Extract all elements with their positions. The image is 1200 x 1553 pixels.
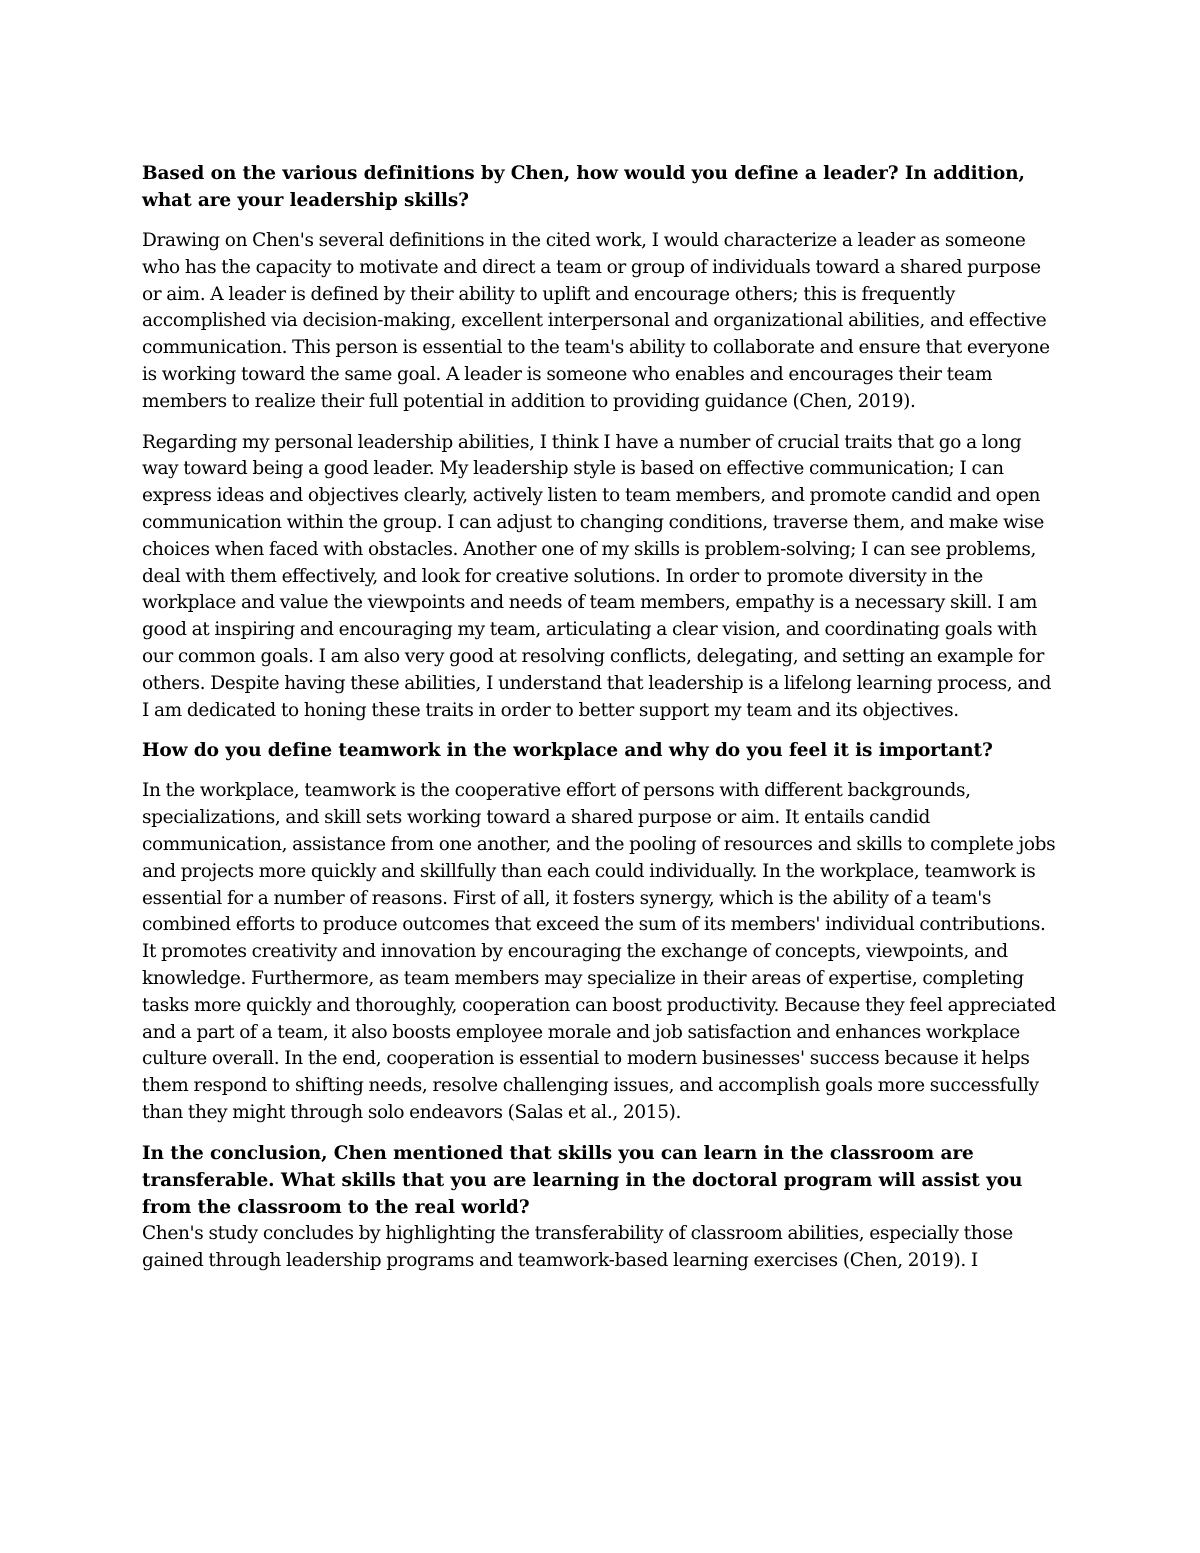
paragraph-transferable-skills: Chen's study concludes by highlighting the transferability of classroom abilities, especially those gained through leadership programs and teamwork-based learning exercises (Chen, 2019). I [142,1222,1013,1271]
document-body [142,160,1062,1274]
question-heading-leader-definition: Based on the various definitions by Chen, how would you define a leader? In addition, what are your leadership skills? [142,163,1025,211]
question-heading-teamwork: How do you define teamwork in the workplace and why do you feel it is important? [142,740,993,762]
paragraph-teamwork: In the workplace, teamwork is the cooperative effort of persons with different backgrounds, specializations, and skill sets working toward a shared purpose or aim. It entails candid communication, assistance from one another, and the pooling of resources and skills to complete jobs and projects more quickly and skillfully than each could individually. In the workplace, teamwork is essential for a number of reasons. First of all, it fosters synergy, which is the ability of a team's combined efforts to produce outcomes that exceed the sum of its members' individual contributions. It promotes creativity and innovation by encouraging the exchange of concepts, viewpoints, and knowledge. Furthermore, as team members may specialize in their areas of expertise, completing tasks more quickly and thoroughly, cooperation can boost productivity. Because they feel appreciated and a part of a team, it also boosts employee morale and job satisfaction and enhances workplace culture overall. In the end, cooperation is essential to modern businesses' success because it helps them respond to shifting needs, resolve challenging issues, and accomplish goals more successfully than they might through solo endeavors (Salas et al., 2015). [142,780,1056,1123]
paragraph-leadership-skills: Regarding my personal leadership abilities, I think I have a number of crucial traits that go a long way toward being a good leader. My leadership style is based on effective communication; I can express ideas and objectives clearly, actively listen to team members, and promote candid and open communication within the group. I can adjust to changing conditions, traverse them, and make wise choices when faced with obstacles. Another one of my skills is problem-solving; I can see problems, deal with them effectively, and look for creative solutions. In order to promote diversity in the workplace and value the viewpoints and needs of team members, empathy is a necessary skill. I am good at inspiring and encouraging my team, articulating a clear vision, and coordinating goals with our common goals. I am also very good at resolving conflicts, delegating, and setting an example for others. Despite having these abilities, I understand that leadership is a lifelong learning process, and I am dedicated to honing these traits in order to better support my team and its objectives. [142,431,1052,721]
question-heading-transferable-skills: In the conclusion, Chen mentioned that skills you can learn in the classroom are transferable. What skills that you are learning in the doctoral program will assist you from the classroom to the real world? [142,1142,1023,1218]
paragraph-leader-definition: Drawing on Chen's several definitions in the cited work, I would characterize a leader as someone who has the capacity to motivate and direct a team or group of individuals toward a shared purpose or aim. A leader is defined by their ability to uplift and encourage others; this is frequently accomplished via decision-making, excellent interpersonal and organizational abilities, and effective communication. This person is essential to the team's ability to collaborate and ensure that everyone is working toward the same goal. A leader is someone who enables and encourages their team members to realize their full potential in addition to providing guidance (Chen, 2019). [142,230,1050,412]
